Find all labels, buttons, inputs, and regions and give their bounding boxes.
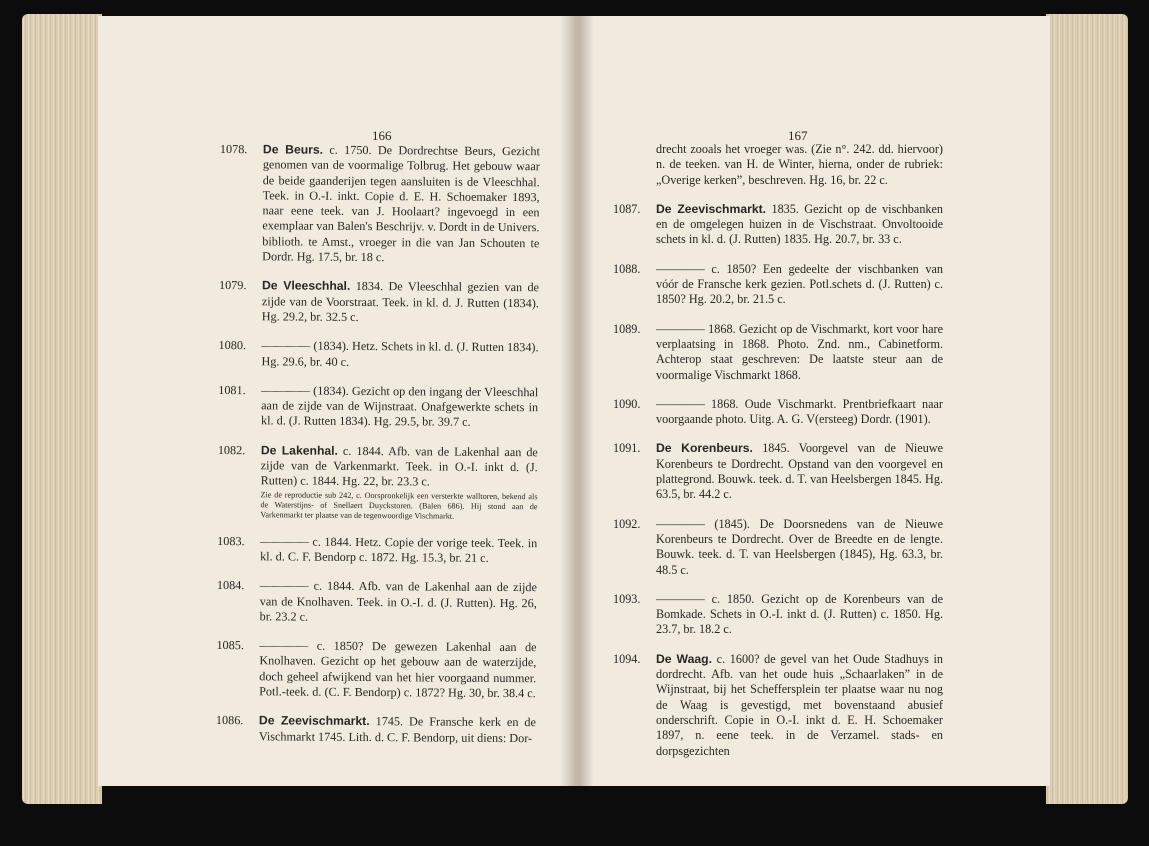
entry-number: 1078. <box>219 142 248 157</box>
catalogue-entry <box>613 517 943 578</box>
entry-keyword: De Beurs. <box>262 142 324 157</box>
entry-number: 1083. <box>217 533 245 548</box>
catalogue-entry <box>613 592 943 638</box>
entry-text: 1834. De Vleeschhal gezien van de zijde van de Voorstraat. Teek. in kl. d. J. Rutten (1834). Hg. 29.2, br. 32.5 c. <box>261 279 540 324</box>
entry-number: 1080. <box>218 338 247 353</box>
entry-text: 1835. Gezicht op de vischbanken en de omgelegen huizen in de Vischstraat. Onvoltooide schets in kl. d. (J. Rutten) 1835. Hg. 20.7, br. 33 c. <box>656 201 944 247</box>
right-column <box>613 142 943 773</box>
catalogue-entry <box>613 441 943 502</box>
book-gutter <box>560 16 594 786</box>
entry-text: ———— (1834). Hetz. Schets in kl. d. (J. Rutten 1834). Hg. 29.6, br. 40 c. <box>261 338 539 369</box>
entry-text: ———— 1868. Oude Vischmarkt. Prentbriefkaart naar voorgaande photo. Uitg. A. G. V(ersteeg) Dordr. (1901). <box>656 396 943 427</box>
entry-number: 1090. <box>613 396 641 411</box>
catalogue-entry <box>218 338 538 371</box>
entry-number: 1086. <box>215 713 244 728</box>
left-page-number: 166 <box>372 128 392 143</box>
left-page-edges <box>22 14 102 804</box>
entry-text: ———— c. 1850. Gezicht op de Korenbeurs van de Bomkade. Schets in O.-I. inkt d. (J. Rutten) c. 1850. Hg. 23.7, br. 18.2 c. <box>656 591 943 637</box>
entry-text: ———— c. 1844. Afb. van de Lakenhal aan de zijde van de Knolhaven. Teek. in O.-I. d. (J. Rutten). Hg. 26, br. 23.2 c. <box>259 578 537 624</box>
entry-number: 1089. <box>613 321 641 336</box>
catalogue-entry <box>613 262 943 308</box>
entry-number: 1092. <box>613 516 641 531</box>
entry-number: 1091. <box>613 441 641 456</box>
entry-text: ———— (1834). Gezicht op den ingang der Vleeschhal aan de zijde van de Wijnstraat. Onafgewerkte schets in kl. d. (J. Rutten 1834). Hg. 29.5, br. 39.7 c. <box>261 383 539 430</box>
left-column <box>216 142 540 760</box>
entry-text: c. 1750. De Dordrechtse Beurs, Gezicht genomen van de voormalige Tolbrug. Het gebouw waar de beide gaanderijen tegen aansluiten is de Vleeschhal. Teek. in O.-I. inkt. Copie d. E. H. Schoemaker 1893, naar eene teek. van J. Hoolaart? ingevoegd in een exemplaar van Balen's Beschrijv. v. Dordt in de Univers. biblioth. te Amst., vroeger in die van Jan Schouten te Dordr. Hg. 17.5, br. 18 c. <box>262 142 540 265</box>
right-page-number: 167 <box>788 128 808 143</box>
entry-keyword: De Zeevischmarkt. <box>258 713 370 729</box>
entry-text: 1845. Voorgevel van de Nieuwe Korenbeurs te Dordrecht. Opstand van den voorgevel en plattegrond. Bouwk. teek. d. T. van Heelsbergen 1845. Hg. 63.5, br. 44.2 c. <box>656 441 944 502</box>
entry-text: ———— c. 1844. Hetz. Copie der vorige teek. Teek. in kl. d. C. F. Bendorp c. 1872. Hg. 15.3, br. 21 c. <box>260 533 538 565</box>
catalogue-entry <box>219 142 540 267</box>
catalogue-entry <box>218 383 538 431</box>
entry-keyword: De Vleeschhal. <box>261 278 351 294</box>
entry-keyword: De Waag. <box>656 651 712 666</box>
catalogue-entry <box>217 534 537 567</box>
entry-footnote: Zie de reproductie sub 242, c. Oorspronkelijk een versterkte walltoren, bekend als de Waterstijns- of Snellaert Duyckstoren. (Balen 686). Hij stond aan de Varkenmarkt ter plaatse van de tegenwoordige Vischmarkt. <box>260 489 538 521</box>
entry-text: ———— (1845). De Doorsnedens van de Nieuwe Korenbeurs te Dordrecht. Over de Breedte en de lengte. Bouwk. teek. d. T. van Heelsbergen (1845), Hg. 63.3, br. 48.5 c. <box>656 516 943 577</box>
entry-text: 1745. De Fransche kerk en de Vischmarkt 1745. Lith. d. C. F. Bendorp, uit diens: Dor- <box>258 714 537 745</box>
catalogue-entry <box>217 578 537 626</box>
catalogue-entry <box>613 652 943 759</box>
catalogue-entry <box>613 322 943 383</box>
entry-number: 1084. <box>216 578 245 593</box>
catalogue-entry <box>613 397 943 428</box>
entry-number: 1094. <box>613 651 641 666</box>
entry-number: 1093. <box>613 591 641 606</box>
catalogue-entry <box>613 202 943 248</box>
entry-keyword: De Zeevischmarkt. <box>656 201 767 216</box>
entry-number: 1087. <box>613 201 641 216</box>
entry-text: ———— c. 1850? De gewezen Lakenhal aan de Knolhaven. Gezicht op het gebouw aan de waterzijde, doch geheel afwijkend van het hier voorgaand nummer. Potl.-teek. d. (C. F. Bendorp) c. 1872? Hg. 30, br. 38.4 c. <box>259 638 537 701</box>
catalogue-entry <box>216 713 536 746</box>
catalogue-entry <box>216 638 536 701</box>
entry-keyword: De Lakenhal. <box>260 443 339 458</box>
entry-number: 1079. <box>218 278 247 293</box>
catalogue-entry <box>217 443 538 522</box>
entry-number: 1085. <box>216 638 244 653</box>
entry-number: 1081. <box>218 382 246 398</box>
catalogue-entry <box>219 278 539 326</box>
entry-text: c. 1600? de gevel van het Oude Stadhuys in dordrecht. Afb. van het oude huis „Schaarlaken” in de Wijnstraat, bij het Scheffersplein ter plaatse waar nu nog de Waag is gevestigd, met bovenstaand abusief onderschrift. Copie in O.-I. inkt d. E. H. Schoemaker 1897, n. eene teek. in de Verzamel. stads- en dorpsgezichten <box>656 651 943 758</box>
entry-text: ———— 1868. Gezicht op de Vischmarkt, kort voor hare verplaatsing in 1868. Photo. Znd. nm., Cabinetform. Achterop staat geschreven: De laatste steur aan de voormalige Vischmarkt 1868. <box>656 321 943 382</box>
entry-text: c. 1844. Afb. van de Lakenhal aan de zijde van de Varkenmarkt. Teek. in O.-I. inkt d. (J. Rutten) c. 1844. Hg. 22, br. 23.3 c. <box>260 443 538 489</box>
entry-number: 1082. <box>217 442 246 457</box>
entry-text: ———— c. 1850? Een gedeelte der vischbanken van vóór de Fransche kerk gezien. Potl.schets d. (J. Rutten) c. 1850? Hg. 20.2, br. 21.5 c. <box>656 261 943 307</box>
right-page-edges <box>1046 14 1128 804</box>
entry-number: 1088. <box>613 261 641 276</box>
continued-text: drecht zooals het vroeger was. (Zie n°. 242. dd. hiervoor) n. de teeken. van H. de Winter, hierna, onder de rubriek: „Overige kerken”, beschreven. Hg. 16, br. 22 c. <box>656 142 943 187</box>
entry-keyword: De Korenbeurs. <box>656 441 753 456</box>
